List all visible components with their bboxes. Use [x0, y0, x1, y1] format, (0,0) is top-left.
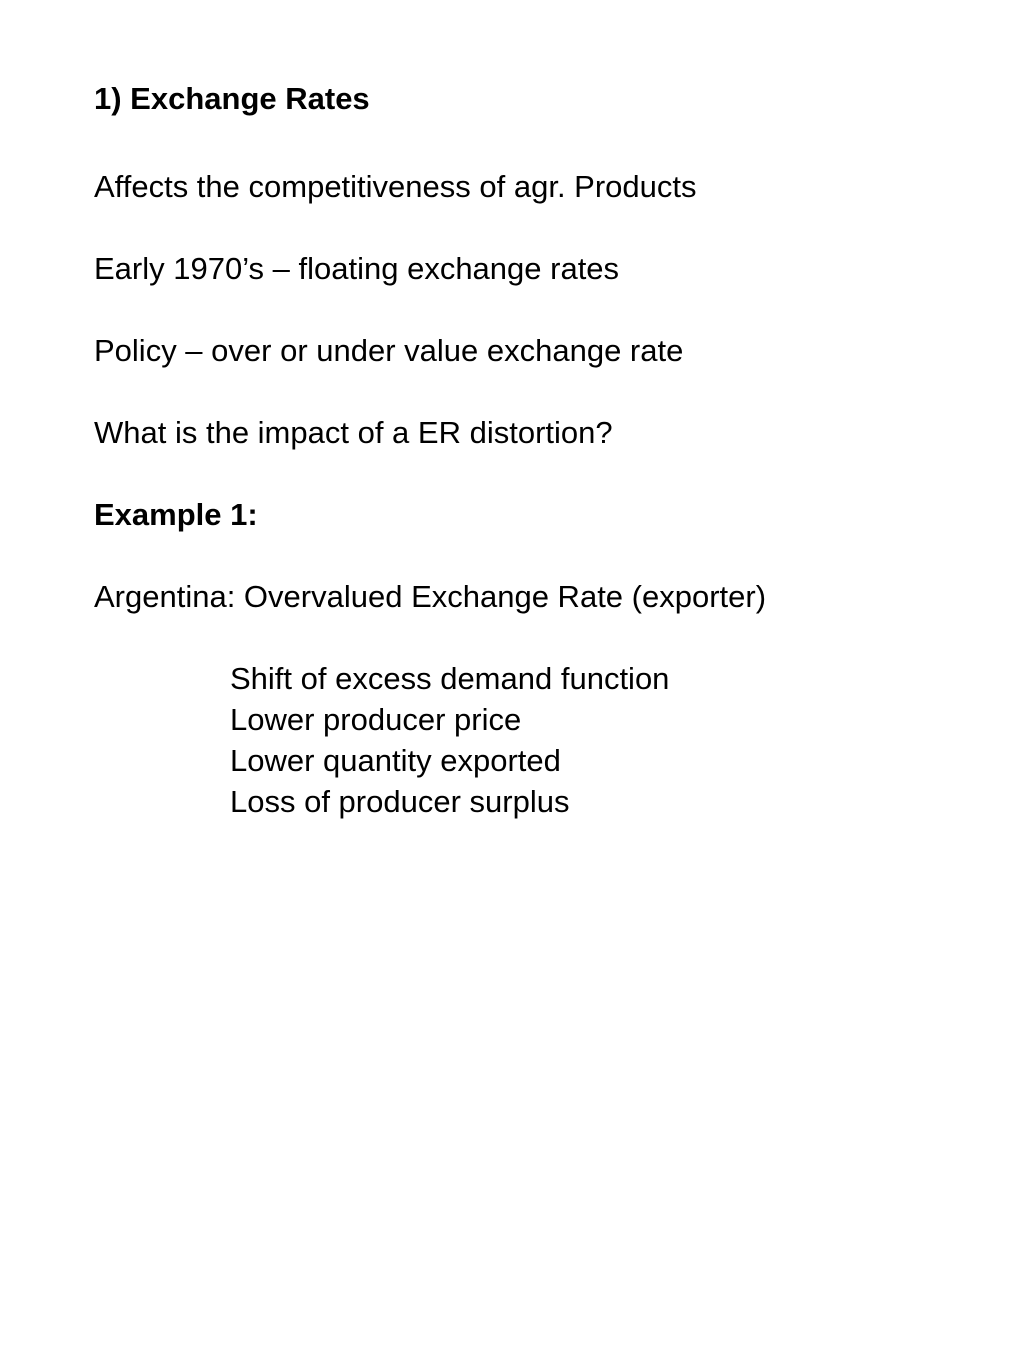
- paragraph-question: What is the impact of a ER distortion?: [94, 415, 613, 450]
- example-heading: Example 1:: [94, 497, 258, 532]
- page-title: 1) Exchange Rates: [94, 81, 370, 116]
- paragraph-floating-rates: Early 1970’s – floating exchange rates: [94, 251, 620, 286]
- effect-item: Shift of excess demand function: [230, 661, 670, 696]
- effect-item: Loss of producer surplus: [230, 784, 570, 819]
- paragraph-policy: Policy – over or under value exchange rate: [94, 333, 684, 368]
- effect-item: Lower quantity exported: [230, 743, 561, 778]
- effect-item: Lower producer price: [230, 702, 522, 737]
- paragraph-competitiveness: Affects the competitiveness of agr. Products: [94, 169, 697, 204]
- example-case: Argentina: Overvalued Exchange Rate (exporter): [94, 579, 767, 614]
